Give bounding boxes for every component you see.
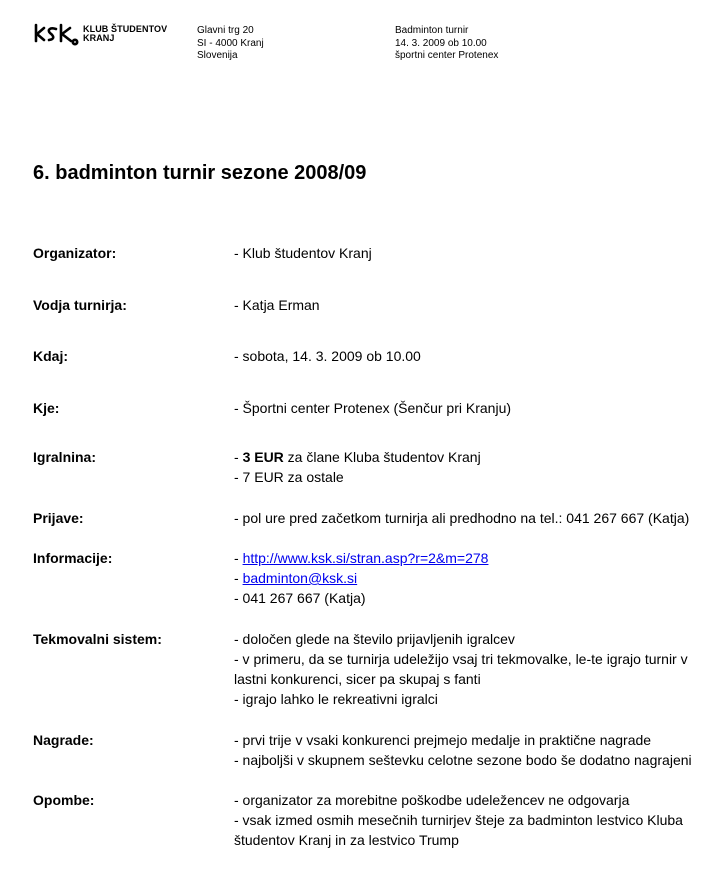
event-info: [395, 25, 498, 63]
informacije-value: [234, 548, 712, 608]
organizator-label: Organizator:: [33, 245, 117, 261]
opombe-value: [234, 790, 712, 850]
ksk-logo: [33, 21, 173, 51]
organizator-line: - Klub študentov Kranj: [234, 245, 372, 261]
logo-line-1: KLUB ŠTUDENTOV: [83, 24, 168, 34]
igralnina-price: 3 EUR: [242, 449, 284, 465]
info-email-line: [234, 568, 712, 588]
kje-label: Kje:: [33, 400, 60, 416]
kdaj-label: Kdaj:: [33, 348, 68, 364]
address-country: Slovenija: [197, 50, 238, 61]
letterhead: [0, 0, 720, 80]
address-city: SI - 4000 Kranj: [197, 37, 264, 49]
kje-value: [234, 398, 712, 418]
nagrade-value: [234, 730, 712, 770]
organizator-value: [234, 243, 712, 263]
prijave-line: - pol ure pred začetkom turnirja ali predhodno na tel.: 041 267 667 (Katja): [234, 510, 690, 526]
opombe-line-1: - organizator za morebitne poškodbe udeležencev ne odgovarja: [234, 792, 630, 808]
event-venue: športni center Protenex: [395, 50, 499, 61]
vodja-label: Vodja turnirja:: [33, 297, 127, 313]
tekmovalni-value: [234, 629, 712, 709]
opombe-line-2: - vsak izmed osmih mesečnih turnirjev šteje za badminton lestvico Kluba: [234, 812, 683, 828]
prijave-value: [234, 508, 712, 528]
info-phone-line: - 041 267 667 (Katja): [234, 590, 366, 606]
event-name: Badminton turnir: [395, 25, 469, 36]
address-street: Glavni trg 20: [197, 25, 254, 36]
ksk-logo-icon: [33, 21, 81, 47]
igralnina-label: Igralnina:: [33, 449, 97, 465]
page-title: 6. badminton turnir sezone 2008/09: [33, 162, 367, 184]
kdaj-value: [234, 346, 712, 366]
nagrade-line-2: - najboljši v skupnem seštevku celotne sezone bodo še dodatno nagrajeni: [234, 752, 692, 768]
tekmovalni-line-1: - določen glede na število prijavljenih igralcev: [234, 631, 515, 647]
vodja-line: - Katja Erman: [234, 297, 320, 313]
igralnina-line-2: - 7 EUR za ostale: [234, 469, 344, 485]
igralnina-members: za člane Kluba študentov Kranj: [283, 449, 481, 465]
nagrade-line-1: - prvi trije v vsaki konkurenci prejmejo medalje in praktične nagrade: [234, 732, 652, 748]
tekmovalni-label: Tekmovalni sistem:: [33, 631, 162, 647]
logo-wordmark: [83, 25, 167, 43]
nagrade-label: Nagrade:: [33, 732, 94, 748]
tekmovalni-line-3: lastni konkurenci, sicer pa skupaj s fanti: [234, 671, 481, 687]
informacije-label: Informacije:: [33, 550, 113, 566]
info-email-link[interactable]: badminton@ksk.si: [242, 570, 358, 586]
igralnina-value: [234, 447, 712, 487]
opombe-label: Opombe:: [33, 792, 95, 808]
prijave-label: Prijave:: [33, 510, 84, 526]
club-address: [197, 25, 264, 63]
tekmovalni-line-4: - igrajo lahko le rekreativni igralci: [234, 691, 438, 707]
info-email-prefix: -: [234, 570, 243, 586]
vodja-value: [234, 295, 712, 315]
igralnina-prefix: -: [234, 449, 243, 465]
info-url-prefix: -: [234, 550, 243, 566]
info-url-link[interactable]: http://www.ksk.si/stran.asp?r=2&m=278: [242, 550, 489, 566]
info-url-line: [234, 548, 712, 568]
logo-line-2: KRANJ: [83, 33, 115, 43]
event-date: 14. 3. 2009 ob 10.00: [395, 37, 487, 49]
igralnina-line-1: [234, 447, 712, 467]
opombe-line-3: študentov Kranj in za lestvico Trump: [234, 832, 459, 848]
kje-line: - Športni center Protenex (Šenčur pri Kranju): [234, 400, 512, 416]
kdaj-line: - sobota, 14. 3. 2009 ob 10.00: [234, 348, 421, 364]
tekmovalni-line-2: - v primeru, da se turnirja udeležijo vsaj tri tekmovalke, le-te igrajo turnir v: [234, 651, 688, 667]
